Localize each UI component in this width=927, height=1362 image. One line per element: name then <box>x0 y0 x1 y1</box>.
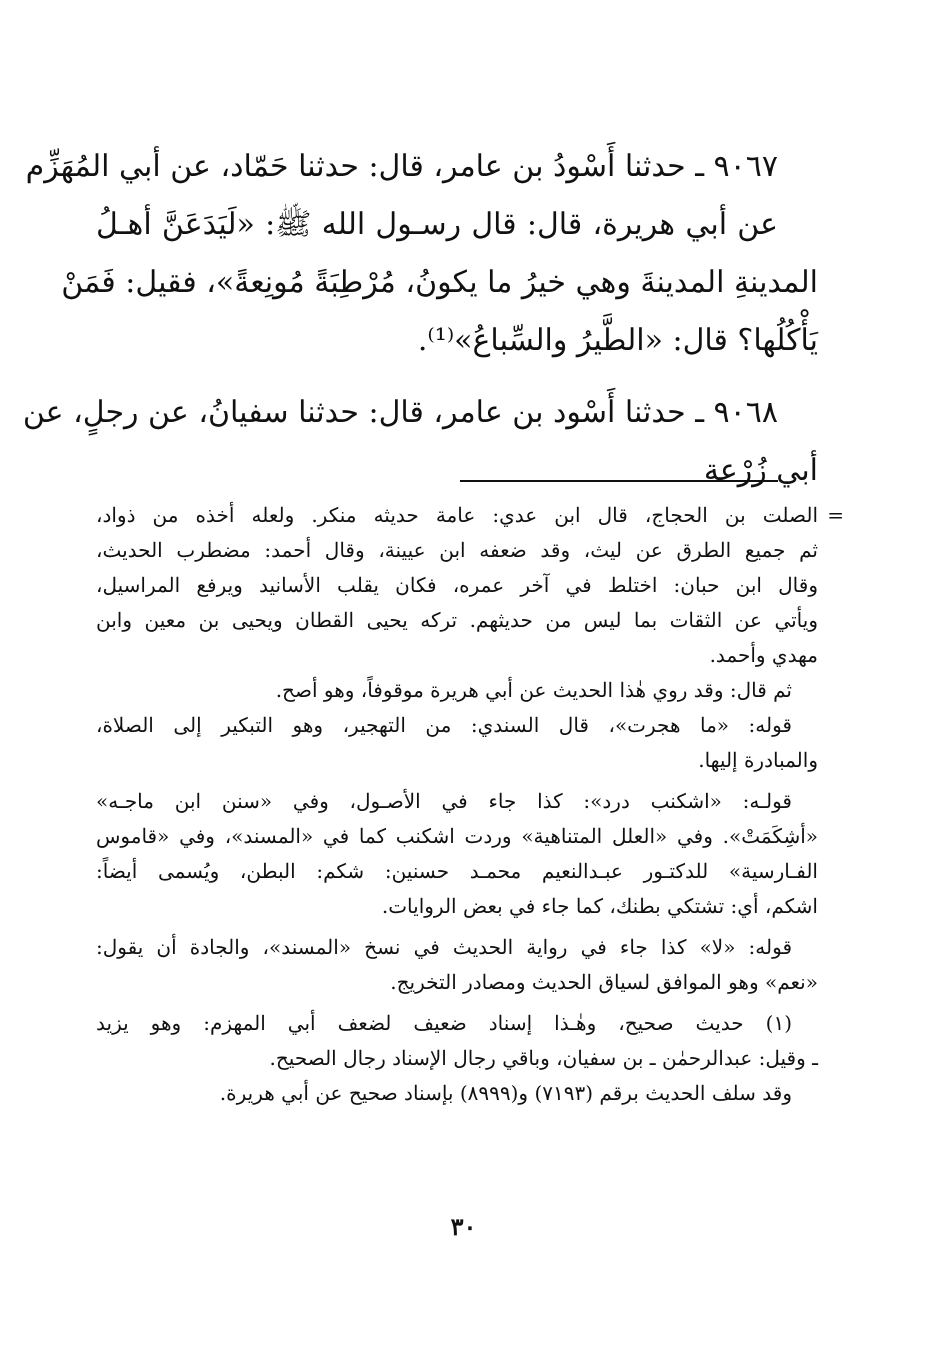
hadith-text-block <box>22 138 818 500</box>
footnote-line: ثم جميع الطرق عن ليث، وقد ضعفه ابن عيينة، وقال أحمد: مضطرب الحديث، <box>96 538 818 562</box>
hadith-line: أبي زُرْعة <box>703 453 818 488</box>
footnote-line: الصلت بن الحجاج، قال ابن عدي: عامة حديثه منكر. ولعله أخذه من ذواد، <box>96 503 818 527</box>
footnote-line: قوله: «لا» كذا جاء في رواية الحديث في نسخ «المسند»، والجادة أن يقول: <box>96 935 792 959</box>
footnote-line: ثم قال: وقد روي هٰذا الحديث عن أبي هريرة موقوفاً، وهو أصح. <box>275 678 792 702</box>
hadith-line: المدينةِ المدينةَ وهي خيرُ ما يكونُ، مُرْطِبَةً مُونِعةً»، فقيل: فَمَنْ <box>61 265 818 300</box>
footnote-line: ـ وقيل: عبدالرحمٰن ـ بن سفيان، وباقي رجال الإسناد رجال الصحيح. <box>269 1046 818 1070</box>
footnote-line: قولـه: «اشكنب درد»: كذا جاء في الأصـول، وفي «سنن ابن ماجـه» <box>96 789 792 813</box>
footnote-line: والمبادرة إليها. <box>698 748 818 772</box>
page-number: ٣٠ <box>450 1212 477 1241</box>
footnote-line: ويأتي عن الثقات بما ليس من حديثهم. تركه يحيى القطان ويحيى بن معين وابن <box>96 608 818 632</box>
footnote-line: مهدي وأحمد. <box>709 643 818 667</box>
footnote-line: وقد سلف الحديث برقم (٧١٩٣) و(٨٩٩٩) بإسناد صحيح عن أبي هريرة. <box>219 1081 792 1105</box>
footnotes-block <box>96 498 844 1111</box>
footnote-line: «أشِكَمَتْ». وفي «العلل المتناهية» وردت اشكنب كما في «المسند»، وفي «قاموس <box>96 824 818 848</box>
footnote-line: قوله: «ما هجرت»، قال السندي: من التهجير، وهو التبكير إلى الصلاة، <box>96 713 792 737</box>
footnote-line: (١) حديث صحيح، وهٰـذا إسناد ضعيف لضعف أبي المهزم: وهو يزيد <box>96 1011 792 1035</box>
hadith-line: عن أبي هريرة، قال: قال رسـول الله ﷺ: «لَيَدَعَنَّ أهـلُ <box>96 207 778 242</box>
footnote-line: الفـارسية» للدكتـور عبـدالنعيم محمـد حسنين: شكم: البطن، ويُسمى أيضاً: <box>96 859 818 883</box>
footnote-line: اشكم، أي: تشتكي بطنك، كما جاء في بعض الروايات. <box>381 894 818 918</box>
hadith-line: ٩٠٦٧ ـ حدثنا أَسْودُ بن عامر، قال: حدثنا حَمّاد، عن أبي المُهَزِّم <box>25 149 778 184</box>
footnote-line: «نعم» وهو الموافق لسياق الحديث ومصادر التخريج. <box>390 970 818 994</box>
hadith-line: ٩٠٦٨ ـ حدثنا أَسْود بن عامر، قال: حدثنا سفيانُ، عن رجلٍ، عن <box>22 395 778 430</box>
continuation-mark: = <box>827 503 844 527</box>
hadith-line: يَأْكُلُها؟ قال: «الطَّيرُ والسِّباعُ»⁽¹⁾. <box>417 323 818 358</box>
footnote-divider <box>460 480 778 482</box>
paragraph-gap <box>96 370 818 384</box>
footnote-line: وقال ابن حبان: اختلط في آخر عمره، فكان يقلب الأسانيد ويرفع المراسيل، <box>96 573 818 597</box>
